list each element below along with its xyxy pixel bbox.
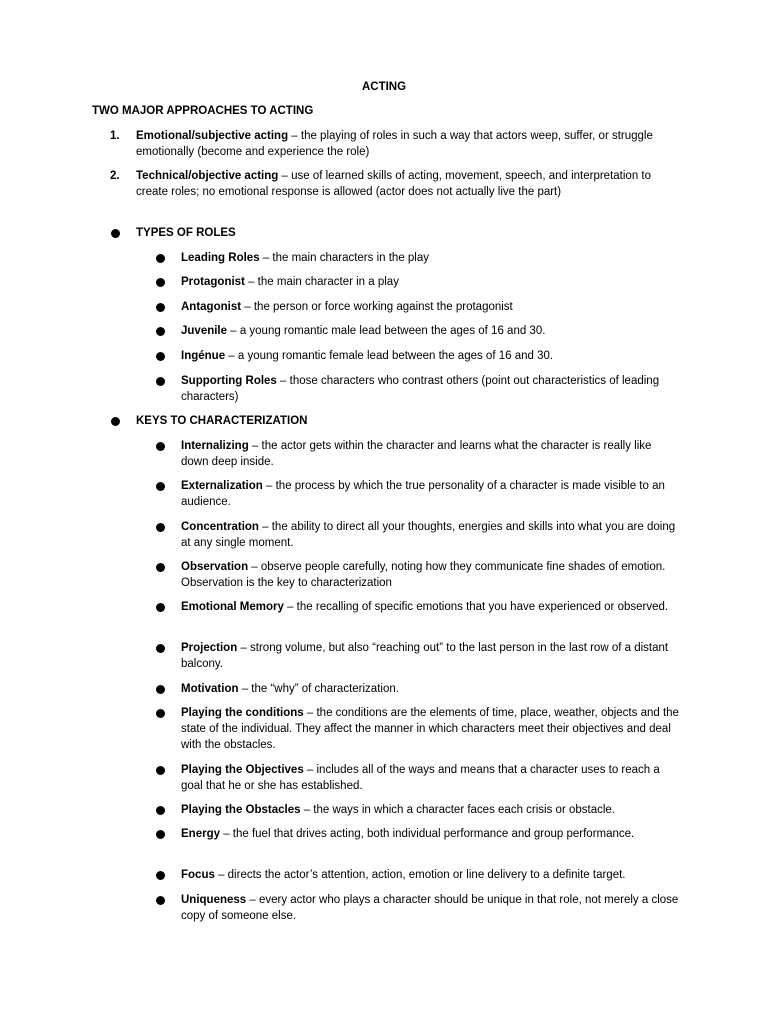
item-description: – the main character in a play [244,276,399,288]
bullet-icon [156,830,165,839]
bullet-icon [156,709,165,718]
item-description: – the recalling of specific emotions that you have experienced or observed. [283,601,669,613]
item-term: Emotional Memory [181,601,284,613]
item-text [181,519,681,551]
item-text [181,274,681,290]
page-title: ACTING [361,81,407,93]
item-term: Internalizing [181,440,249,452]
item-term: Supporting Roles [181,375,277,387]
item-term: Uniqueness [181,894,247,906]
item-text [181,478,681,510]
bullet-icon [156,766,165,775]
item-text [181,438,681,470]
item-term: Focus [181,869,215,881]
bullet-icon [156,871,165,880]
item-text [181,826,681,842]
bullet-icon [156,806,165,815]
item-text [181,299,681,315]
item-text [181,559,681,591]
item-description: – includes all of the ways and means that a character uses to reach a goal that he or she has established. [181,764,660,792]
item-description: – the person or force working against the protagonist [241,301,513,313]
bullet-icon [156,523,165,532]
item-term: Technical/objective acting [136,170,279,182]
bullet-icon [156,278,165,287]
bullet-icon [156,685,165,694]
item-description: – a young romantic male lead between the ages of 16 and 30. [227,325,546,337]
item-term: Protagonist [181,276,245,288]
item-term: Playing the Obstacles [181,804,301,816]
bullet-icon [111,229,120,238]
bullet-icon [156,563,165,572]
item-text [181,892,681,924]
item-term: Externalization [181,480,263,492]
item-description: – observe people carefully, noting how they communicate fine shades of emotion. Observation is the key to characterization [181,561,666,589]
item-description: – the fuel that drives acting, both individual performance and group performance. [220,828,635,840]
types-heading: TYPES OF ROLES [136,227,236,239]
item-term: Antagonist [181,301,242,313]
bullet-icon [156,303,165,312]
item-text [181,705,681,753]
item-term: Leading Roles [181,252,260,264]
item-term: Concentration [181,521,259,533]
item-text [136,128,681,160]
item-description: – directs the actor’s attention, action, emotion or line delivery to a definite target. [214,869,626,881]
item-text [181,250,681,266]
item-description: – use of learned skills of acting, movement, speech, and interpretation to create roles; no emotional response is allowed (actor does not actually live the part) [136,170,651,198]
bullet-icon [111,417,120,426]
bullet-icon [156,603,165,612]
item-description: – every actor who plays a character should be unique in that role, not merely a close copy of someone else. [181,894,679,922]
item-term: Observation [181,561,249,573]
item-description: – strong volume, but also “reaching out” to the last person in the last row of a distant balcony. [181,642,669,670]
item-description: – the playing of roles in such a way that actors weep, suffer, or struggle emotionally (become and experience the role) [136,130,653,158]
bullet-icon [156,327,165,336]
item-number: 1. [110,130,120,142]
item-text [181,323,681,339]
item-text [181,373,681,405]
item-text [136,168,681,200]
item-description: – the process by which the true personality of a character is made visible to an audience. [181,480,665,508]
item-term: Playing the Objectives [181,764,304,776]
bullet-icon [156,377,165,386]
bullet-icon [156,442,165,451]
item-description: – the ability to direct all your thoughts, energies and skills into what you are doing at any single moment. [181,521,676,549]
bullet-icon [156,482,165,491]
item-number: 2. [110,170,120,182]
item-description: – the actor gets within the character and learns what the character is really like down deep inside. [181,440,652,468]
item-term: Projection [181,642,238,654]
item-text [181,802,681,818]
bullet-icon [156,254,165,263]
item-text [181,681,681,697]
item-term: Emotional/subjective acting [136,130,289,142]
bullet-icon [156,352,165,361]
item-description: – the “why” of characterization. [238,683,399,695]
item-description: – the ways in which a character faces each crisis or obstacle. [300,804,615,816]
item-term: Energy [181,828,220,840]
item-description: – the conditions are the elements of time, place, weather, objects and the state of the individual. They affect the manner in which characters meet their objectives and deal with the obstacles. [181,707,679,751]
item-text [181,640,681,672]
section-heading: TWO MAJOR APPROACHES TO ACTING [92,105,314,117]
bullet-icon [156,896,165,905]
item-term: Playing the conditions [181,707,304,719]
item-description: – those characters who contrast others (point out characteristics of leading characters) [181,375,660,403]
bullet-icon [156,644,165,653]
item-term: Motivation [181,683,239,695]
item-text [181,762,681,794]
item-text [181,599,681,615]
item-description: – a young romantic female lead between the ages of 16 and 30. [225,350,554,362]
item-description: – the main characters in the play [259,252,430,264]
item-term: Juvenile [181,325,228,337]
keys-heading: KEYS TO CHARACTERIZATION [136,415,308,427]
item-text [181,867,681,883]
item-term: Ingénue [181,350,226,362]
item-text [181,348,681,364]
